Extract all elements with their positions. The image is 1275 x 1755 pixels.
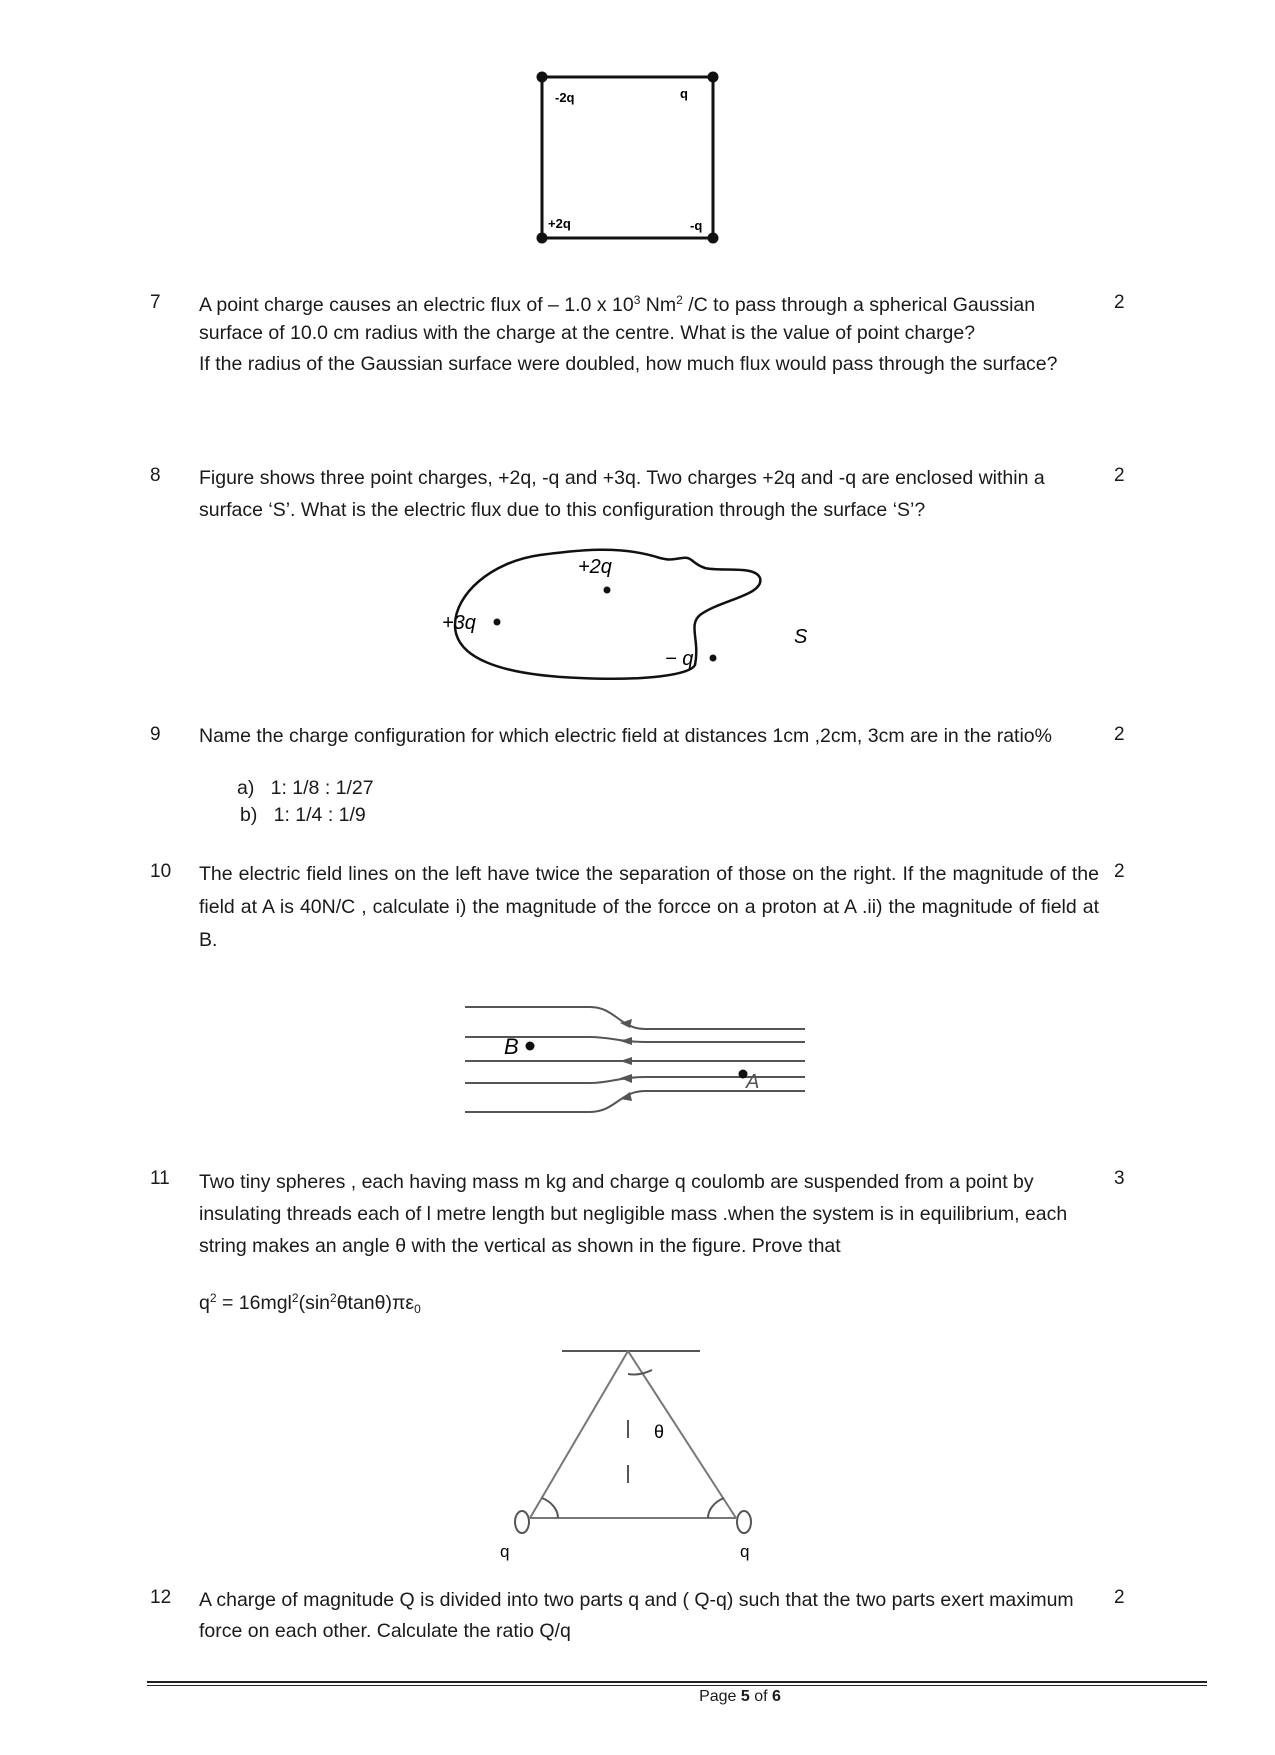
angle-arc-right — [708, 1498, 724, 1518]
right-sphere — [737, 1511, 751, 1533]
question-9-option-a: a) 1: 1/8 : 1/27 — [237, 777, 374, 799]
corner-dot-top-left — [537, 72, 548, 83]
question-9-option-b: b) 1: 1/4 : 1/9 — [240, 804, 366, 826]
field-arrow-3 — [620, 1057, 632, 1065]
footer-rule-top — [147, 1681, 1207, 1683]
question-10-marks: 2 — [1114, 861, 1125, 882]
question-7-line1: A point charge causes an electric flux of – 1.0 x $10^3$ Nm$^2$ /C to pass through a spherical Gaussian surface of 10.0 cm radius with the charge at the centre. What is the value of point charge? — [199, 293, 1036, 344]
corner-dot-top-right — [708, 72, 719, 83]
point-b-dot — [526, 1042, 535, 1051]
square-charges-figure — [520, 60, 750, 250]
question-10-number: 10 — [150, 861, 172, 882]
question-12-marks: 2 — [1114, 1587, 1125, 1608]
footer-rule-bottom — [147, 1685, 1207, 1686]
theta-label: θ — [654, 1422, 665, 1442]
label-minus-q-surface: − q — [665, 648, 694, 670]
label-surface-s: S — [794, 626, 808, 648]
point-b-label: B — [504, 1034, 519, 1059]
charge-dot-minus-q — [710, 655, 717, 662]
charge-dot-plus-3q — [494, 619, 501, 626]
right-charge-label: q — [740, 1542, 750, 1561]
question-11-formula: $q^2 = 16mgl^2(\sin^2\theta\tan\theta)\pi\varepsilon_0$ — [199, 1291, 421, 1316]
page-footer: Page 5 of 6 — [699, 1688, 781, 1705]
question-8-number: 8 — [150, 465, 161, 486]
question-11-marks: 3 — [1114, 1168, 1125, 1189]
charge-dot-plus-2q — [604, 587, 611, 594]
field-line-1 — [465, 1007, 805, 1029]
question-7-marks: 2 — [1114, 292, 1125, 313]
corner-dot-bottom-right — [708, 233, 719, 244]
question-7-text — [199, 291, 1099, 380]
question-11-number: 11 — [150, 1168, 170, 1189]
question-8-text: Figure shows three point charges, +2q, -q and +3q. Two charges +2q and -q are enclosed within a surface ‘S’. What is the electric flux due to this configuration through the surface ‘S’? — [199, 467, 1045, 521]
left-sphere — [515, 1511, 529, 1533]
label-plus-2q-surface: +2q — [578, 556, 612, 578]
angle-arc-left — [542, 1498, 558, 1518]
question-8-marks: 2 — [1114, 465, 1125, 486]
gaussian-surface-figure — [430, 540, 830, 690]
left-charge-label: q — [500, 1542, 510, 1561]
corner-dot-bottom-left — [537, 233, 548, 244]
question-9-marks: 2 — [1114, 724, 1125, 745]
right-thread — [628, 1351, 736, 1518]
question-11-text: Two tiny spheres , each having mass m kg and charge q coulomb are suspended from a point by insulating threads each of l metre length but negligible mass .when the system is in equilibrium, each string makes an angle θ with the vertical as shown in the figure. Prove that — [199, 1171, 1068, 1257]
question-12-text: A charge of magnitude Q is divided into two parts q and ( Q-q) such that the two parts exert maximum force on each other. Calculate the ratio Q/q — [199, 1589, 1074, 1642]
question-9-number: 9 — [150, 724, 161, 745]
label-minus-q: -q — [690, 218, 703, 233]
label-minus-2q: -2q — [555, 90, 575, 105]
label-q: q — [680, 86, 688, 101]
question-10-text: The electric field lines on the left have twice the separation of those on the right. If the magnitude of the field at A is 40N/C , calculate i) the magnitude of the forcce on a proton at A .ii) the magnitude of field at B. — [199, 863, 1099, 951]
question-7-number: 7 — [150, 292, 161, 313]
question-12-number: 12 — [150, 1587, 172, 1608]
label-plus-3q: +3q — [442, 612, 476, 634]
field-line-5 — [465, 1091, 805, 1112]
left-thread — [530, 1351, 628, 1518]
question-9-text: Name the charge configuration for which electric field at distances 1cm ,2cm, 3cm are in the ratio% — [199, 725, 1052, 747]
label-plus-2q: +2q — [548, 216, 571, 231]
question-7-line2: If the radius of the Gaussian surface were doubled, how much flux would pass through the surface? — [199, 353, 1058, 375]
field-lines-figure — [460, 995, 810, 1140]
field-arrow-2 — [620, 1037, 632, 1045]
field-arrow-4 — [620, 1074, 632, 1083]
suspended-spheres-figure — [500, 1340, 780, 1570]
point-a-label: A — [746, 1071, 760, 1093]
